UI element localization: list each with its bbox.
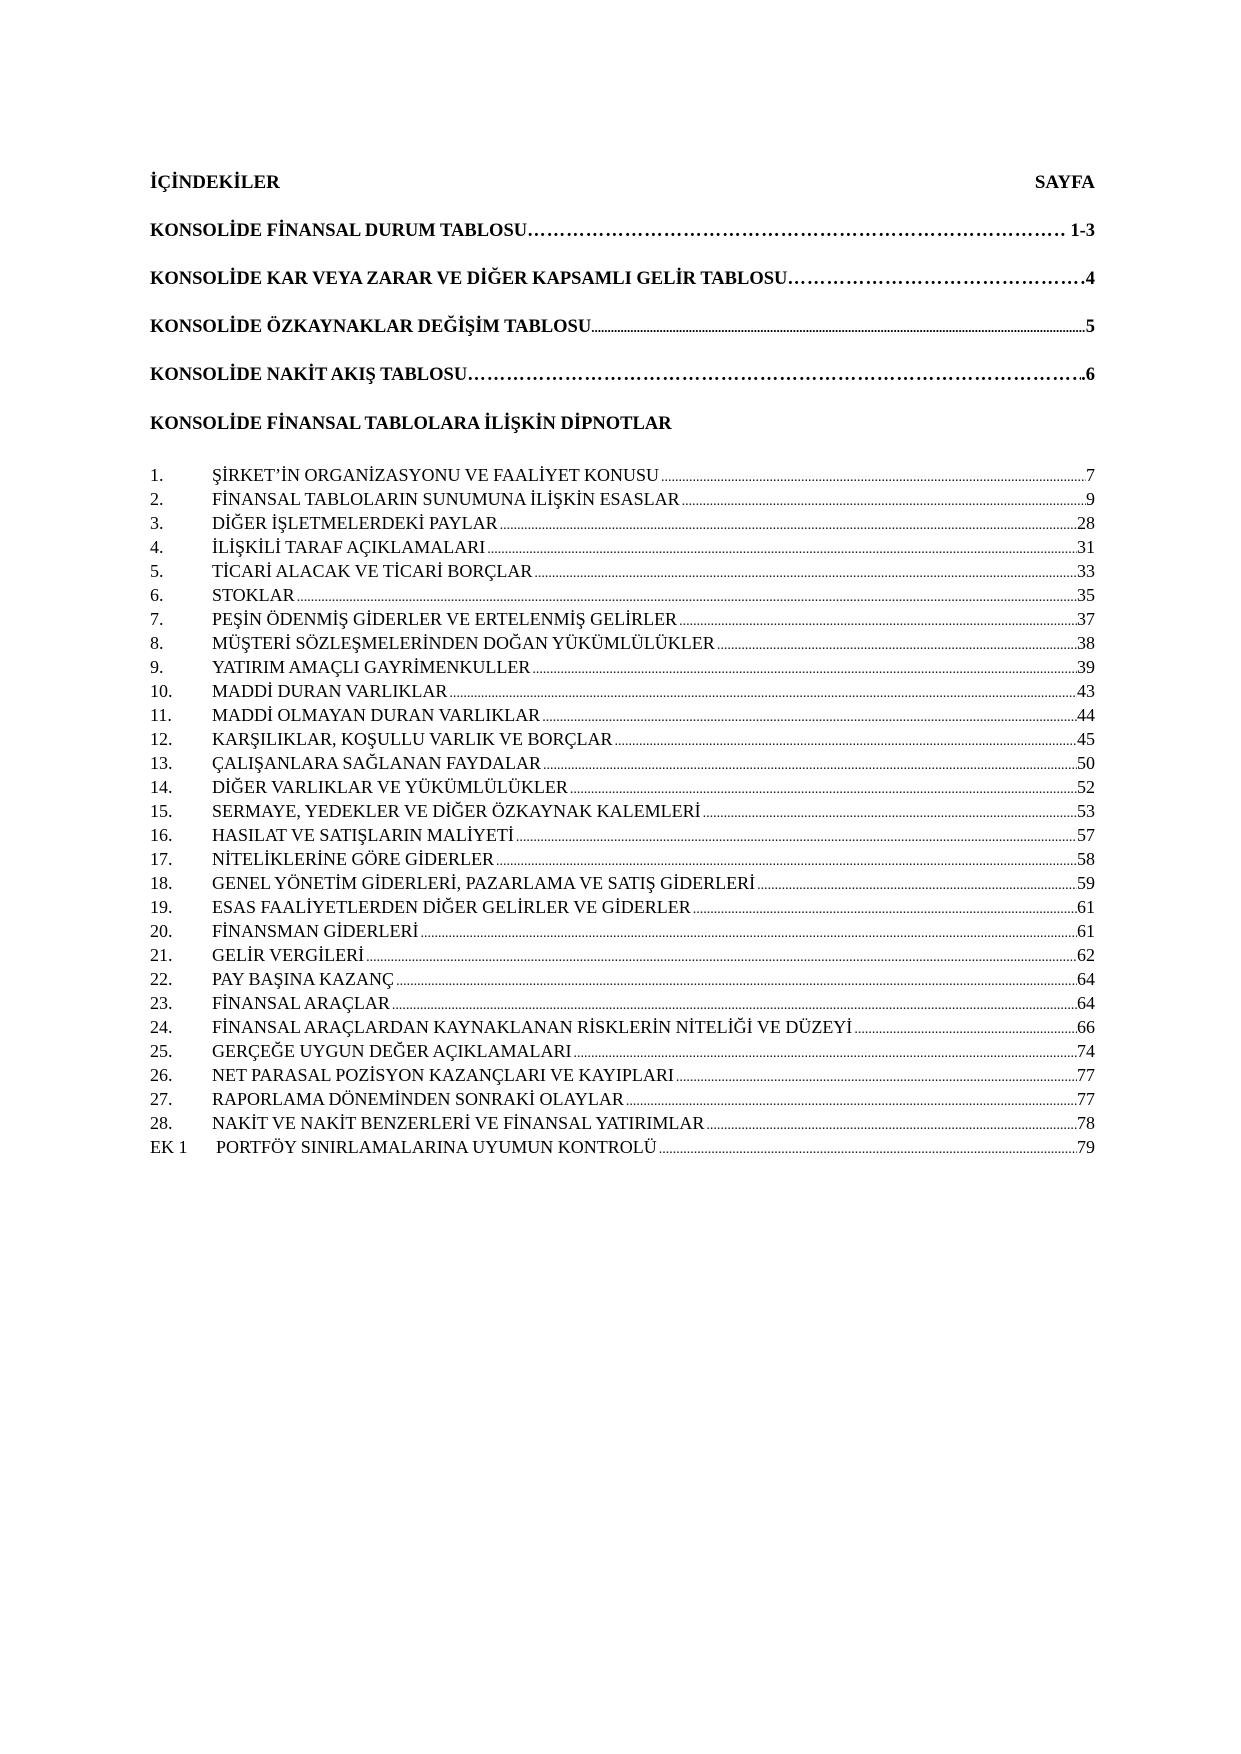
item-title: SERMAYE, YEDEKLER VE DİĞER ÖZKAYNAK KALEMLERİ: [212, 801, 701, 821]
main-entry-page: 1-3: [1070, 221, 1095, 241]
item-number: 23.: [150, 993, 173, 1013]
list-item[interactable]: [150, 1063, 1095, 1087]
list-item[interactable]: [150, 775, 1095, 799]
dot-leader: [657, 1138, 1077, 1162]
list-item[interactable]: [150, 895, 1095, 919]
item-title: ŞİRKET’İN ORGANİZASYONU VE FAALİYET KONUSU: [212, 465, 659, 485]
list-item[interactable]: [150, 847, 1095, 871]
list-item[interactable]: [150, 751, 1095, 775]
item-title: DİĞER İŞLETMELERDEKİ PAYLAR: [212, 513, 498, 533]
item-title: FİNANSAL ARAÇLARDAN KAYNAKLANAN RİSKLERİN NİTELİĞİ VE DÜZEYİ: [212, 1017, 853, 1037]
dot-leader: [674, 1066, 1077, 1090]
item-number: 26.: [150, 1065, 173, 1085]
item-page: 53: [1077, 801, 1095, 821]
notes-list: [150, 463, 1095, 1159]
dot-leader: [514, 826, 1077, 850]
list-item[interactable]: [150, 727, 1095, 751]
item-number: 22.: [150, 969, 173, 989]
list-item[interactable]: [150, 1111, 1095, 1135]
page-column-heading: SAYFA: [1034, 172, 1095, 193]
dot-leader: [485, 538, 1077, 562]
item-page: 44: [1077, 705, 1095, 725]
dot-leader: [704, 1114, 1077, 1138]
dot-leader: [530, 658, 1077, 682]
item-title: GELİR VERGİLERİ: [212, 945, 365, 965]
item-page: 61: [1077, 921, 1095, 941]
item-page: 59: [1077, 873, 1095, 893]
list-item[interactable]: [150, 703, 1095, 727]
list-item[interactable]: [150, 463, 1095, 487]
dot-leader: [677, 610, 1077, 634]
list-item[interactable]: [150, 607, 1095, 631]
list-item[interactable]: [150, 1087, 1095, 1111]
main-entry-cash-flow[interactable]: [150, 363, 1095, 387]
toc-header: [150, 171, 1095, 195]
item-number: 4.: [150, 537, 164, 557]
item-title: YATIRIM AMAÇLI GAYRİMENKULLER: [212, 657, 531, 677]
item-number: 3.: [150, 513, 164, 533]
main-entry-title: KONSOLİDE FİNANSAL DURUM TABLOSU: [150, 221, 528, 241]
item-page: 52: [1077, 777, 1095, 797]
item-number: 25.: [150, 1041, 173, 1061]
item-page: 77: [1077, 1089, 1095, 1109]
item-page: 43: [1077, 681, 1095, 701]
item-number: EK 1: [150, 1137, 188, 1157]
list-item[interactable]: [150, 655, 1095, 679]
item-page: 37: [1077, 609, 1095, 629]
main-entry-title: KONSOLİDE NAKİT AKIŞ TABLOSU: [150, 365, 468, 385]
dot-leader: [659, 466, 1086, 490]
list-item[interactable]: [150, 919, 1095, 943]
list-item[interactable]: [150, 1039, 1095, 1063]
item-title: HASILAT VE SATIŞLARIN MALİYETİ: [212, 825, 514, 845]
item-page: 78: [1077, 1113, 1095, 1133]
item-title: İLİŞKİLİ TARAF AÇIKLAMALARI: [212, 537, 486, 557]
item-page: 74: [1077, 1041, 1095, 1061]
dot-leader: [613, 730, 1077, 754]
list-item[interactable]: [150, 559, 1095, 583]
dot-leader: [467, 363, 1081, 387]
item-page: 31: [1077, 537, 1095, 557]
item-title: MADDİ DURAN VARLIKLAR: [212, 681, 448, 701]
item-number: 7.: [150, 609, 164, 629]
dot-leader: [755, 874, 1077, 898]
item-page: 39: [1077, 657, 1095, 677]
item-page: 28: [1077, 513, 1095, 533]
item-title: TİCARİ ALACAK VE TİCARİ BORÇLAR: [212, 561, 533, 581]
item-title: ESAS FAALİYETLERDEN DİĞER GELİRLER VE GİDERLER: [212, 897, 691, 917]
main-entry-title: KONSOLİDE ÖZKAYNAKLAR DEĞİŞİM TABLOSU: [150, 317, 592, 337]
item-title: ÇALIŞANLARA SAĞLANAN FAYDALAR: [212, 753, 542, 773]
item-number: 6.: [150, 585, 164, 605]
list-item[interactable]: [150, 799, 1095, 823]
list-item[interactable]: [150, 967, 1095, 991]
main-entry-financial-position[interactable]: [150, 219, 1095, 243]
item-title: DİĞER VARLIKLAR VE YÜKÜMLÜLÜKLER: [212, 777, 568, 797]
list-item[interactable]: [150, 535, 1095, 559]
item-number: 8.: [150, 633, 164, 653]
item-number: 20.: [150, 921, 173, 941]
item-page: 64: [1077, 969, 1095, 989]
main-entry-title: KONSOLİDE KAR VEYA ZARAR VE DİĞER KAPSAMLI GELİR TABLOSU: [150, 269, 788, 289]
list-item[interactable]: [150, 487, 1095, 511]
dot-leader: [364, 946, 1077, 970]
item-number: 18.: [150, 873, 173, 893]
item-title: MADDİ OLMAYAN DURAN VARLIKLAR: [212, 705, 541, 725]
item-number: 12.: [150, 729, 173, 749]
item-title: MÜŞTERİ SÖZLEŞMELERİNDEN DOĞAN YÜKÜMLÜLÜKLER: [212, 633, 715, 653]
item-page: 9: [1086, 489, 1095, 509]
main-entry-page: 5: [1085, 317, 1095, 337]
item-page: 35: [1077, 585, 1095, 605]
item-title: KARŞILIKLAR, KOŞULLU VARLIK VE BORÇLAR: [212, 729, 613, 749]
list-item[interactable]: [150, 991, 1095, 1015]
item-page: 7: [1086, 465, 1095, 485]
item-title: GERÇEĞE UYGUN DEĞER AÇIKLAMALARI: [212, 1041, 572, 1061]
item-number: 19.: [150, 897, 173, 917]
item-title: PAY BAŞINA KAZANÇ: [212, 969, 395, 989]
item-page: 62: [1077, 945, 1095, 965]
item-title: NİTELİKLERİNE GÖRE GİDERLER: [212, 849, 494, 869]
dot-leader: [540, 706, 1077, 730]
dot-leader: [394, 970, 1077, 994]
item-page: 79: [1077, 1137, 1095, 1157]
main-entry-page: .6: [1081, 365, 1095, 385]
item-number: 21.: [150, 945, 173, 965]
item-number: 5.: [150, 561, 164, 581]
list-item[interactable]: [150, 871, 1095, 895]
item-number: 15.: [150, 801, 173, 821]
item-number: 28.: [150, 1113, 173, 1133]
item-number: 13.: [150, 753, 173, 773]
item-page: 66: [1077, 1017, 1095, 1037]
notes-section-title: KONSOLİDE FİNANSAL TABLOLARA İLİŞKİN DİPNOTLAR: [150, 414, 672, 434]
item-number: 14.: [150, 777, 173, 797]
item-title: PORTFÖY SINIRLAMALARINA UYUMUN KONTROLÜ: [216, 1137, 657, 1157]
dot-leader: [715, 634, 1077, 658]
item-title: PEŞİN ÖDENMİŞ GİDERLER VE ERTELENMİŞ GELİRLER: [212, 609, 678, 629]
dot-leader: [787, 267, 1085, 291]
dot-leader: [498, 514, 1077, 538]
list-item[interactable]: [150, 511, 1095, 535]
item-page: 58: [1077, 849, 1095, 869]
list-item[interactable]: [150, 631, 1095, 655]
item-number: 11.: [150, 705, 172, 725]
item-title: FİNANSAL ARAÇLAR: [212, 993, 390, 1013]
item-page: 61: [1077, 897, 1095, 917]
main-entry-income-statement[interactable]: [150, 267, 1095, 291]
item-number: 10.: [150, 681, 173, 701]
dot-leader: [691, 898, 1077, 922]
item-title: GENEL YÖNETİM GİDERLERİ, PAZARLAMA VE SATIŞ GİDERLERİ: [212, 873, 756, 893]
item-number: 9.: [150, 657, 164, 677]
dot-leader: [527, 219, 1066, 243]
dot-leader: [532, 562, 1077, 586]
item-page: 57: [1077, 825, 1095, 845]
list-item[interactable]: [150, 823, 1095, 847]
item-number: 27.: [150, 1089, 173, 1109]
item-page: 64: [1077, 993, 1095, 1013]
item-title: STOKLAR: [212, 585, 295, 605]
dot-leader: [419, 922, 1078, 946]
item-title: NET PARASAL POZİSYON KAZANÇLARI VE KAYIPLARI: [212, 1065, 674, 1085]
list-item[interactable]: [150, 583, 1095, 607]
list-item[interactable]: [150, 1015, 1095, 1039]
list-item[interactable]: [150, 943, 1095, 967]
item-title: FİNANSMAN GİDERLERİ: [212, 921, 419, 941]
dot-leader: [591, 316, 1086, 340]
dot-leader: [852, 1018, 1077, 1042]
list-item[interactable]: [150, 1135, 1095, 1159]
list-item[interactable]: [150, 679, 1095, 703]
item-title: NAKİT VE NAKİT BENZERLERİ VE FİNANSAL YATIRIMLAR: [212, 1113, 705, 1133]
dot-leader: [701, 802, 1077, 826]
item-number: 16.: [150, 825, 173, 845]
item-number: 17.: [150, 849, 173, 869]
toc-heading: İÇİNDEKİLER: [150, 172, 280, 193]
dot-leader: [447, 682, 1077, 706]
main-entry-page: 4: [1085, 269, 1095, 289]
dot-leader: [680, 490, 1086, 514]
item-number: 24.: [150, 1017, 173, 1037]
item-title: RAPORLAMA DÖNEMİNDEN SONRAKİ OLAYLAR: [212, 1089, 624, 1109]
item-page: 77: [1077, 1065, 1095, 1085]
main-entry-equity-changes[interactable]: [150, 315, 1095, 340]
item-page: 33: [1077, 561, 1095, 581]
item-page: 50: [1077, 753, 1095, 773]
dot-leader: [541, 754, 1077, 778]
item-number: 1.: [150, 465, 164, 485]
item-number: 2.: [150, 489, 164, 509]
item-page: 38: [1077, 633, 1095, 653]
item-page: 45: [1077, 729, 1095, 749]
item-title: FİNANSAL TABLOLARIN SUNUMUNA İLİŞKİN ESASLAR: [212, 489, 680, 509]
